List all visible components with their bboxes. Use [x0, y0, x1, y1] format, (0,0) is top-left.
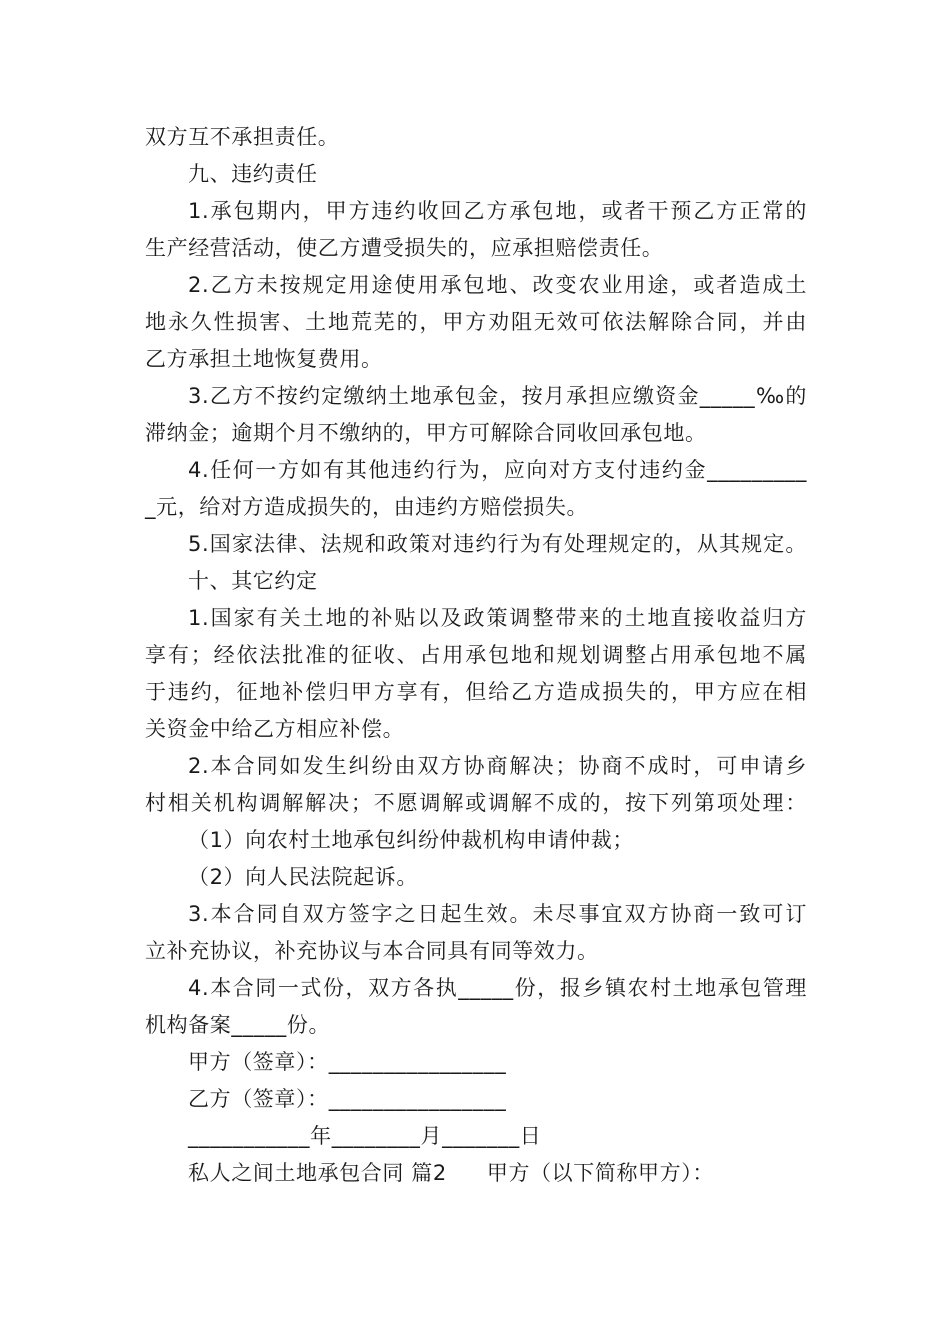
text-line: 1.国家有关土地的补贴以及政策调整带来的土地直接收益归方 [188, 606, 807, 630]
text-line: 于违约，征地补偿归甲方享有，但给乙方造成损失的，甲方应在相 [145, 680, 807, 704]
text-line: 双方互不承担责任。 [145, 125, 340, 149]
paragraph-lines [145, 119, 807, 1155]
text-line: （1）向农村土地承包纠纷仲裁机构申请仲裁； [188, 828, 634, 852]
text-line: 机构备案_____份。 [145, 1013, 331, 1037]
contract-body [145, 119, 807, 1192]
text-line: 立补充协议，补充协议与本合同具有同等效力。 [145, 939, 599, 963]
text-line: 生产经营活动，使乙方遭受损失的，应承担赔偿责任。 [145, 236, 664, 260]
text-line: 4.本合同一式份，双方各执_____份，报乡镇农村土地承包管理 [188, 976, 807, 1000]
text-line: 5.国家法律、法规和政策对违约行为有处理规定的，从其规定。 [188, 532, 807, 556]
text-line: 4.任何一方如有其他违约行为，应向对方支付违约金_________ [188, 458, 807, 482]
text-line: 关资金中给乙方相应补偿。 [145, 717, 405, 741]
text-line: 九、违约责任 [188, 162, 318, 186]
party-a-label: 甲方（以下简称甲方）： [486, 1161, 714, 1185]
next-contract-heading-line [145, 1155, 807, 1192]
text-line: 滞纳金；逾期个月不缴纳的，甲方可解除合同收回承包地。 [145, 421, 707, 445]
text-line: 享有；经依法批准的征收、占用承包地和规划调整占用承包地不属 [145, 643, 807, 667]
text-line: 十、其它约定 [188, 569, 318, 593]
text-line: 乙方承担土地恢复费用。 [145, 347, 383, 371]
text-line: 甲方（签章）：________________ [188, 1050, 507, 1074]
next-contract-title: 私人之间土地承包合同 篇2 [188, 1161, 447, 1185]
text-line: 2.乙方未按规定用途使用承包地、改变农业用途，或者造成土 [188, 273, 807, 297]
text-line: 2.本合同如发生纠纷由双方协商解决；协商不成时，可申请乡 [188, 754, 807, 778]
text-line: 地永久性损害、土地荒芜的，甲方劝阻无效可依法解除合同，并由 [145, 310, 807, 334]
text-line: 3.乙方不按约定缴纳土地承包金，按月承担应缴资金_____‰的 [188, 384, 807, 408]
text-line: 3.本合同自双方签字之日起生效。未尽事宜双方协商一致可订 [188, 902, 807, 926]
text-line: ___________年________月_______日 [188, 1124, 542, 1148]
text-line: （2）向人民法院起诉。 [188, 865, 418, 889]
text-line: 1.承包期内，甲方违约收回乙方承包地，或者干预乙方正常的 [188, 199, 807, 223]
text-line: 村相关机构调解解决；不愿调解或调解不成的，按下列第项处理： [145, 791, 807, 815]
text-line: 乙方（签章）：________________ [188, 1087, 507, 1111]
text-line: _元，给对方造成损失的，由违约方赔偿损失。 [145, 495, 589, 519]
